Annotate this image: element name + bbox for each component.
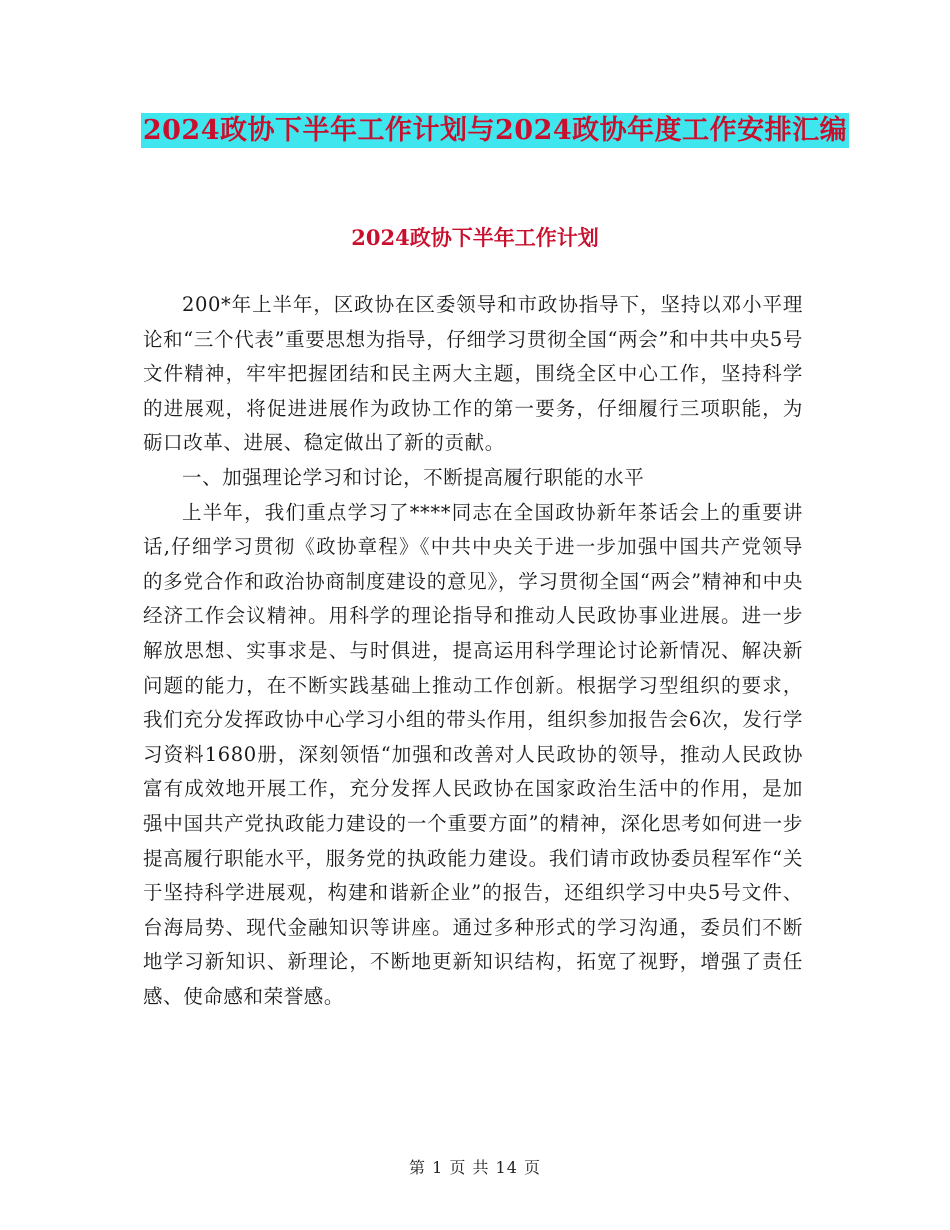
page-number: 第 1 页 共 14 页 <box>409 1158 541 1177</box>
paragraph-study: 上半年，我们重点学习了****同志在全国政协新年茶话会上的重要讲话,仔细学习贯彻《政协章程》《中共中央关于进一步加强中国共产党领导的多党合作和政治协商制度建设的意见》，学习贯彻全国“两会”精神和中央经济工作会议精神。用科学的理论指导和推动人民政协事业进展。进一步解放思想、实事求是、与时俱进，提高运用科学理论讨论新情况、解决新问题的能力，在不断实践基础上推动工作创新。根据学习型组织的要求，我们充分发挥政协中心学习小组的带头作用，组织参加报告会6次，发行学习资料1680册，深刻领悟“加强和改善对人民政协的领导，推动人民政协富有成效地开展工作，充分发挥人民政协在国家政治生活中的作用，是加强中国共产党执政能力建设的一个重要方面”的精神，深化思考如何进一步提高履行职能水平，服务党的执政能力建设。我们请市政协委员程军作“关于坚持科学进展观，构建和谐新企业”的报告，还组织学习中央5号文件、台海局势、现代金融知识等讲座。通过多种形式的学习沟通，委员们不断地学习新知识、新理论，不断地更新知识结构，拓宽了视野，增强了责任感、使命感和荣誉感。 <box>143 500 803 1008</box>
section-title: 2024政协下半年工作计划 <box>351 225 599 250</box>
paragraph-intro: 200*年上半年，区政协在区委领导和市政协指导下，坚持以邓小平理论和“三个代表”重要思想为指导，仔细学习贯彻全国“两会”和中共中央5号文件精神，牢牢把握团结和民主两大主题，围绕全区中心工作，坚持科学的进展观，将促进进展作为政协工作的第一要务，仔细履行三项职能，为砺口改革、进展、稳定做出了新的贡献。 <box>143 293 803 455</box>
document-title <box>140 110 850 152</box>
paragraph-heading-1: 一、加强理论学习和讨论，不断提高履行职能的水平 <box>182 465 645 489</box>
document-title-text: 2024政协下半年工作计划与2024政协年度工作安排汇编 <box>142 115 848 146</box>
document-body <box>143 288 803 1014</box>
